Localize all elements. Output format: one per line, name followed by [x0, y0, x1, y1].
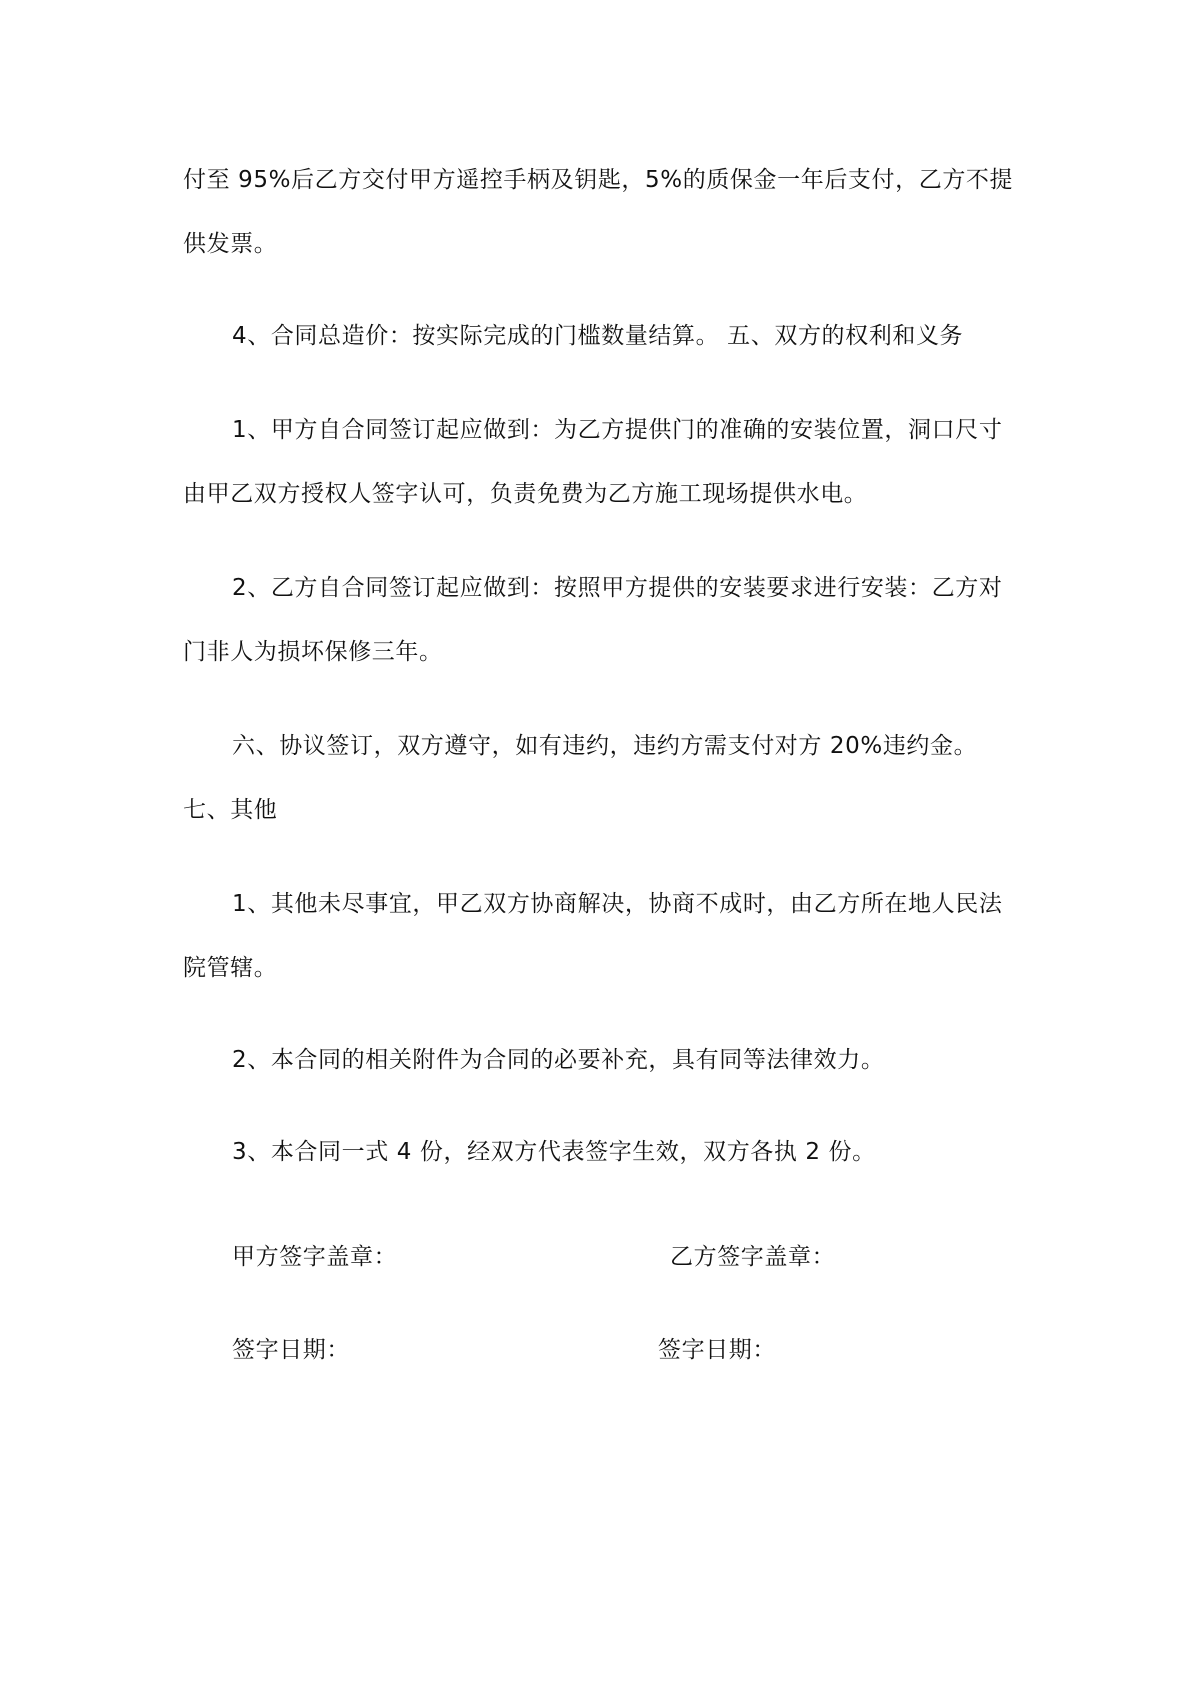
party-b-date-label: 签字日期： [658, 1337, 776, 1363]
paragraph-payment-terms: 付至 95%后乙方交付甲方遥控手柄及钥匙，5%的质保金一年后支付，乙方不提供发票。 [183, 167, 1014, 257]
party-b-seal-label: 乙方签字盖章： [670, 1244, 836, 1270]
paragraph-copies: 3、本合同一式 4 份，经双方代表签字生效，双方各执 2 份。 [232, 1139, 876, 1165]
paragraph-breach-clause: 六、协议签订，双方遵守，如有违约，违约方需支付对方 20%违约金。 七、其他 [183, 733, 978, 823]
paragraph-attachments: 2、本合同的相关附件为合同的必要补充，具有同等法律效力。 [232, 1047, 885, 1073]
party-a-seal-label: 甲方签字盖章： [232, 1244, 398, 1270]
paragraph-dispute-resolution: 1、其他未尽事宜，甲乙双方协商解决，协商不成时，由乙方所在地人民法院管辖。 [183, 891, 1003, 981]
paragraph-total-price: 4、合同总造价：按实际完成的门槛数量结算。 五、双方的权利和义务 [232, 323, 964, 349]
paragraph-party-b-duties: 2、乙方自合同签订起应做到：按照甲方提供的安装要求进行安装：乙方对门非人为损坏保修三年。 [183, 575, 1003, 665]
party-a-date-label: 签字日期： [232, 1337, 350, 1363]
paragraph-party-a-duties: 1、甲方自合同签订起应做到：为乙方提供门的准确的安装位置，洞口尺寸由甲乙双方授权人签字认可，负责免费为乙方施工现场提供水电。 [183, 417, 1003, 507]
